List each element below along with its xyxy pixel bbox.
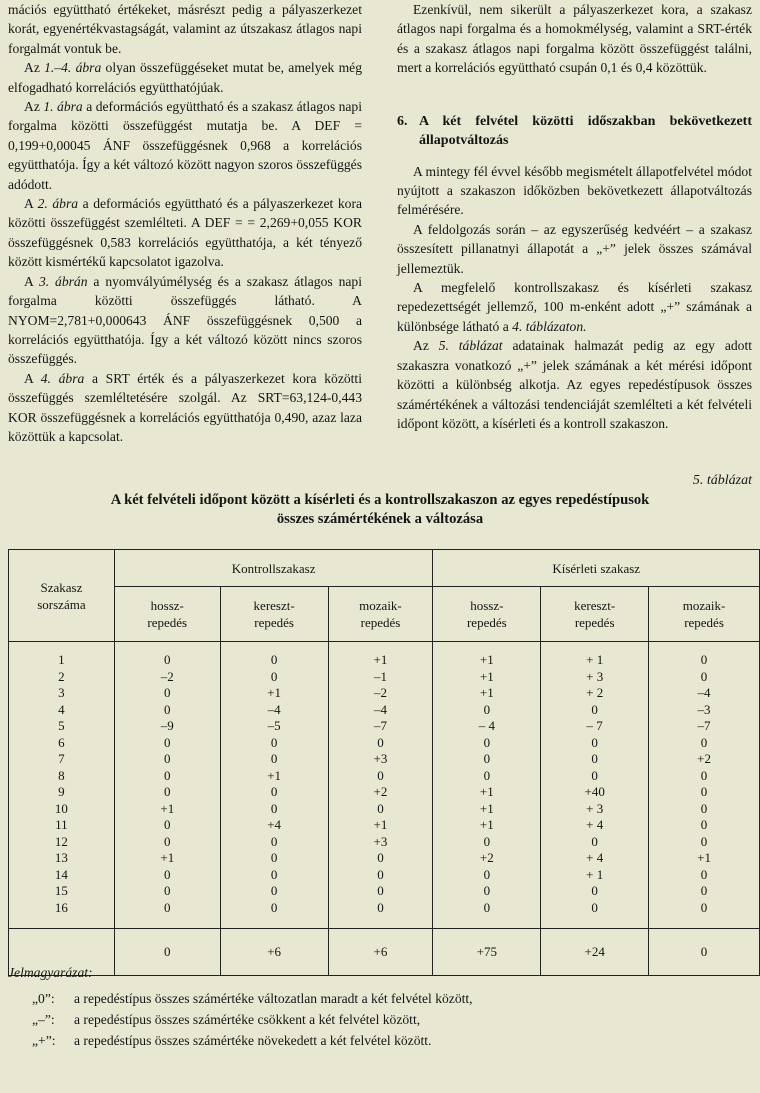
table-cell: 0 xyxy=(591,767,598,783)
table-cell: 0 xyxy=(164,784,171,799)
table-cell: 9 xyxy=(58,784,65,799)
table-cell: +3 xyxy=(373,751,388,766)
control-section-header: Kontrollszakasz xyxy=(114,550,433,587)
table-cell: +1 xyxy=(479,800,494,816)
table-number-label: 5. táblázat xyxy=(692,473,752,488)
table-cell: 0 xyxy=(164,833,171,849)
table-cell: 0 xyxy=(483,767,491,783)
table-cell: +1 xyxy=(479,784,494,799)
legend-symbol: „–”: xyxy=(32,1012,55,1027)
table-cell: 0 xyxy=(377,800,384,816)
table-cell: 1 xyxy=(58,652,65,667)
table-cell: – 7 xyxy=(586,718,603,733)
column-subheader: mozaik- repedés xyxy=(328,587,433,642)
table-cell: 0 xyxy=(483,734,491,750)
table-cell: 0 xyxy=(164,883,171,898)
table-cell: 0 xyxy=(700,652,708,667)
table-cell: 0 xyxy=(164,685,171,700)
legend-symbol: „+”: xyxy=(32,1033,56,1048)
table-cell: 0 xyxy=(700,767,708,783)
table-cell: 0 xyxy=(700,866,708,882)
table-cell: +40 xyxy=(584,784,605,799)
value-column xyxy=(541,642,649,929)
value-column xyxy=(328,642,433,929)
table-cell: 0 xyxy=(700,817,708,832)
table-cell: 10 xyxy=(54,800,68,816)
total-cell: +75 xyxy=(433,929,541,976)
table-cell: 0 xyxy=(483,883,491,898)
table-cell: 15 xyxy=(54,883,68,898)
table-cell: 0 xyxy=(164,734,171,750)
section-title: A két felvétel közötti időszakban bekövetkezett állapotváltozás xyxy=(419,113,752,148)
table-cell: +1 xyxy=(373,817,388,832)
table-cell: –7 xyxy=(697,718,711,733)
legend xyxy=(8,965,748,1051)
value-column xyxy=(220,642,328,929)
left-text-column xyxy=(8,0,362,446)
table-cell: +3 xyxy=(373,833,388,849)
table-cell: –4 xyxy=(373,701,387,717)
table-cell: 0 xyxy=(377,866,384,882)
paragraph: Az 1. ábra a deformációs együttható és a szakasz átlagos napi forgalma közötti összefüggést mutatja be. A DEF = 0,199+0,00045 ÁNF összefüggésnek 0,968 a korrelációs együtthatója. Így a két változó között nagyon szoros összefüggés adódott. xyxy=(8,99,362,192)
column-subheader: kereszt- repedés xyxy=(220,587,328,642)
table-cell: 11 xyxy=(55,817,68,832)
table-cell: +2 xyxy=(697,751,711,766)
table-cell: 0 xyxy=(483,899,491,915)
table-cell: 0 xyxy=(377,767,384,783)
table-cell: 0 xyxy=(270,800,278,816)
table-cell: 0 xyxy=(700,784,708,799)
section-heading xyxy=(397,112,752,150)
table-cell: +1 xyxy=(160,800,175,816)
value-column xyxy=(649,642,760,929)
table-cell: + 1 xyxy=(586,652,604,667)
table-cell: 0 xyxy=(164,899,171,915)
table-cell: –1 xyxy=(373,668,387,684)
paragraph: Az 1.–4. ábra olyan összefüggéseket mutat be, amelyek még elfogadható korrelációs együtthatójúak. xyxy=(8,60,362,95)
section-number: 6. xyxy=(397,113,408,129)
table-cell: 14 xyxy=(54,866,68,882)
paragraph: A feldolgozás során – az egyszerűség kedvéért – a szakasz összesített pillanatnyi állapotát a „+” jelek összes számával jellemeztük. xyxy=(397,221,752,276)
column-subheader: hossz- repedés xyxy=(114,587,220,642)
table-cell: 4 xyxy=(58,701,65,717)
table-cell: 0 xyxy=(270,668,278,684)
table-cell: 0 xyxy=(377,883,384,898)
table-cell: 0 xyxy=(164,652,171,667)
table-cell: +1 xyxy=(479,652,494,667)
table-cell: 0 xyxy=(270,784,278,799)
table-cell: 0 xyxy=(270,883,278,898)
table-cell: 2 xyxy=(58,668,65,684)
table-cell: 0 xyxy=(591,751,598,766)
table-cell: 0 xyxy=(700,899,708,915)
table-cell: 0 xyxy=(591,899,598,915)
legend-symbol: „0”: xyxy=(32,991,55,1006)
table-cell: 0 xyxy=(700,883,708,898)
table-cell: 0 xyxy=(483,866,491,882)
value-column xyxy=(114,642,220,929)
total-cell: +6 xyxy=(328,929,433,976)
table-cell: 0 xyxy=(700,800,708,816)
table-cell: –2 xyxy=(373,685,387,700)
legend-text: a repedéstípus összes számértéke változatlan maradt a két felvétel között, xyxy=(74,991,473,1006)
legend-title: Jelmagyarázat: xyxy=(8,965,93,980)
table-title-line-2: összes számértékének a változása xyxy=(276,511,484,527)
segment-number-column xyxy=(9,642,115,929)
table-cell: +1 xyxy=(267,685,282,700)
table-cell: +1 xyxy=(373,652,388,667)
table-cell: + 3 xyxy=(586,668,604,684)
table-cell: –4 xyxy=(267,701,281,717)
table-cell: 0 xyxy=(270,899,278,915)
table-cell: +2 xyxy=(373,784,388,799)
table-cell: 0 xyxy=(164,817,171,832)
table-cell: 0 xyxy=(591,701,598,717)
table-cell: 8 xyxy=(58,767,65,783)
table-cell: + 4 xyxy=(586,817,604,832)
value-column xyxy=(433,642,541,929)
table-cell: 6 xyxy=(58,734,65,750)
table-cell: 0 xyxy=(270,751,278,766)
table-cell: 0 xyxy=(700,734,708,750)
table-cell: +2 xyxy=(479,850,494,865)
table-cell: 0 xyxy=(700,833,708,849)
right-text-column xyxy=(397,0,752,433)
table-cell: 0 xyxy=(377,734,384,750)
paragraph: mációs együttható értékeket, másrészt pedig a pályaszerkezet korát, egyenértékvastagságát, valamint az útszakasz átlagos napi forgalmát vontuk be. xyxy=(8,2,362,56)
legend-item xyxy=(32,1009,748,1030)
table-cell: 13 xyxy=(54,850,68,865)
table-cell: 0 xyxy=(483,751,491,766)
table-cell: +1 xyxy=(697,850,711,865)
table-cell: +1 xyxy=(267,767,282,783)
table-cell: 0 xyxy=(164,751,171,766)
table-title xyxy=(0,491,760,529)
table-cell: 0 xyxy=(270,866,278,882)
table-cell: 0 xyxy=(591,734,598,750)
table-cell: 0 xyxy=(700,668,708,684)
table-cell: + 2 xyxy=(586,685,604,700)
table-cell: – 4 xyxy=(478,718,495,733)
total-cell: +24 xyxy=(541,929,649,976)
table-cell: 0 xyxy=(591,883,598,898)
table-cell: –4 xyxy=(697,685,711,700)
table-cell: 0 xyxy=(377,850,384,865)
table-cell: + 1 xyxy=(586,866,604,882)
legend-item xyxy=(32,988,748,1009)
table-cell: 0 xyxy=(164,701,171,717)
table-cell: –7 xyxy=(373,718,387,733)
table-cell: +1 xyxy=(479,685,494,700)
column-subheader: kereszt- repedés xyxy=(541,587,649,642)
experimental-section-header: Kísérleti szakasz xyxy=(433,550,760,587)
total-cell: 0 xyxy=(114,929,220,976)
table-cell: –5 xyxy=(267,718,281,733)
paragraph: Ezenkívül, nem sikerült a pályaszerkezet kora, a szakasz átlagos napi forgalma és a homokmélység, valamint a SRT-érték és a szakasz átlagos napi forgalma között összefüggést találni, mert a korrelációs együttható csupán 0,1 és 0,4 közöttük. xyxy=(397,2,752,76)
table-title-line-1: A két felvételi időpont között a kísérleti és a kontrollszakaszon az egyes repedéstípusok xyxy=(110,492,650,508)
table-cell: 0 xyxy=(164,866,171,882)
table-cell: 12 xyxy=(54,833,68,849)
paragraph: A 2. ábra a deformációs együttható és a pályaszerkezet kora közötti összefüggést szemlélteti. A DEF = = 2,269+0,055 KOR összefüggésnek 0,583 korrelációs együtthatója, a két tényező között kismértékű kapcsolatot igazolva. xyxy=(8,196,363,270)
total-cell: +6 xyxy=(220,929,328,976)
crack-change-table-container xyxy=(8,549,760,976)
segment-number-header: Szakasz sorszáma xyxy=(9,550,115,642)
table-cell: 0 xyxy=(270,833,278,849)
table-cell: 0 xyxy=(164,767,171,783)
table-cell: 7 xyxy=(58,751,65,766)
column-subheader: hossz- repedés xyxy=(433,587,541,642)
paragraph: A 4. ábra a SRT érték és a pályaszerkezet kora közötti összefüggés szemléltetésére szolgál. Az SRT=63,124-0,443 KOR összefüggésnek a korrelációs együtthatója 0,490, azaz laza közöttük a kapcsolat. xyxy=(8,370,362,444)
table-cell: 0 xyxy=(591,833,598,849)
table-cell: 16 xyxy=(54,899,68,915)
table-cell: 0 xyxy=(270,850,278,865)
table-cell: + 3 xyxy=(586,800,604,816)
table-cell: 0 xyxy=(377,899,384,915)
table-cell: –3 xyxy=(697,701,711,717)
table-cell: 0 xyxy=(270,734,278,750)
paragraph: Az 5. táblázat adatainak halmazát pedig az egy adott szakaszra vonatkozó „+” jelek számának a két mérési időpont közötti a különbség alkotja. Az egyes repedéstípusok összes számértékének a változási tendenciáját szemlélteti a két felvételi időpont között, a kísérleti és a kontroll szakaszon. xyxy=(397,338,752,431)
crack-change-table xyxy=(8,549,760,976)
table-cell: +1 xyxy=(479,668,494,684)
column-subheader: mozaik- repedés xyxy=(649,587,760,642)
table-cell: +4 xyxy=(267,817,282,832)
table-cell: –2 xyxy=(160,668,174,684)
paragraph: A 3. ábrán a nyomvályúmélység és a szakasz átlagos napi forgalma közötti összefüggés látható. A NYOM=2,781+0,000643 ÁNF összefüggésnek 0,500 a korrelációs együtthatója. Így a két változó között nincs szoros összefüggés. xyxy=(8,273,362,367)
legend-text: a repedéstípus összes számértéke növekedett a két felvétel között. xyxy=(74,1033,432,1048)
table-cell: –9 xyxy=(160,718,174,733)
legend-item xyxy=(32,1030,748,1051)
table-cell: 3 xyxy=(58,685,65,700)
table-cell: 0 xyxy=(483,833,491,849)
table-cell: + 4 xyxy=(586,850,604,865)
total-cell: 0 xyxy=(649,929,760,976)
table-cell: 5 xyxy=(58,718,65,733)
paragraph: A mintegy fél évvel később megismételt állapotfelvétel módot nyújtott a szakaszon időközben bekövetkezett állapotváltozás felmérésére. xyxy=(397,163,752,218)
table-cell: +1 xyxy=(160,850,175,865)
paragraph: A megfelelő kontrollszakasz és kísérleti szakasz repedezettségét jellemző, 100 m-enként adott „+” számának a különbsége látható a 4. táblázaton. xyxy=(397,280,752,334)
table-cell: 0 xyxy=(483,701,491,717)
legend-text: a repedéstípus összes számértéke csökkent a két felvétel között, xyxy=(74,1012,421,1027)
table-cell: 0 xyxy=(270,652,278,667)
table-cell: +1 xyxy=(479,817,494,832)
